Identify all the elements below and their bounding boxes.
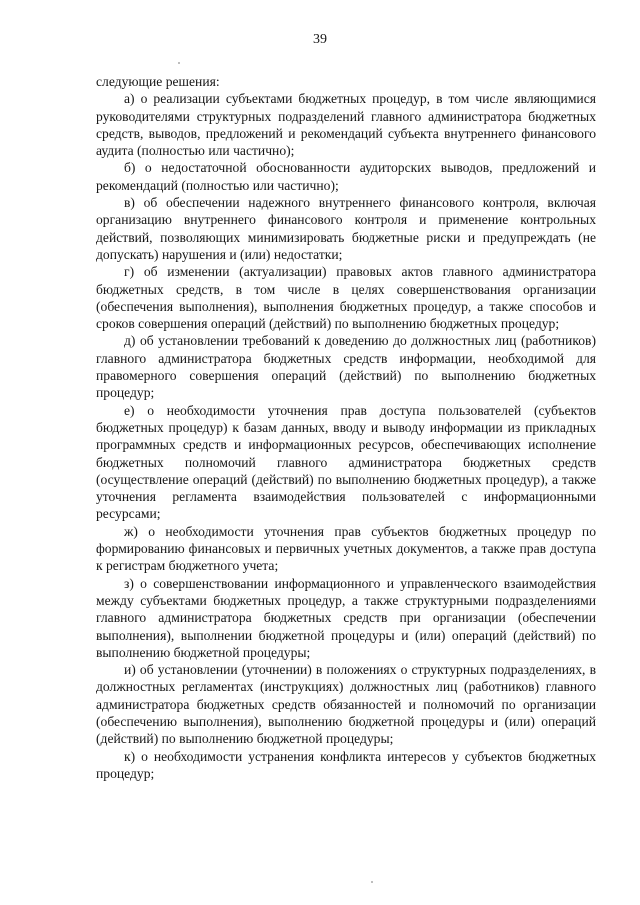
page-number: 39 [313,32,327,47]
paragraph-item-i: и) об установлении (уточнении) в положениях о структурных подразделениях, в должностных регламентах (инструкциях) должностных лиц (работников) главного администратора бюджетных средств обязанностей и полномочий по организации (обеспечению выполнения), выполнению бюджетной процедуры и (или) операций (действий) по выполнению бюджетной процедуры; [96,662,596,747]
paragraph-item-b: б) о недостаточной обоснованности аудиторских выводов, предложений и рекомендаций (полностью или частично); [96,160,596,193]
scan-speck [371,881,373,883]
paragraph-item-z: з) о совершенствовании информационного и управленческого взаимодействия между субъектами бюджетных процедур, а также структурными подразделениями главного администратора бюджетных средств при организации (обеспечении выполнения), выполнении бюджетной процедуры и (или) операций (действий) по выполнению бюджетной процедуры; [96,575,596,660]
paragraph-item-g: г) об изменении (актуализации) правовых актов главного администратора бюджетных средств, в том числе в целях совершенствования организации (обеспечения выполнения), выполнения бюджетных процедур, а также способов и сроков совершения операций (действий) по выполнению бюджетных процедур; [96,264,596,332]
paragraph-intro: следующие решения: [96,74,220,89]
body-text [96,73,596,782]
paragraph-item-e: е) о необходимости уточнения прав доступа пользователей (субъектов бюджетных процедур) к базам данных, вводу и выводу информации из прикладных программных средств и информационных ресурсов, обеспечивающих исполнение бюджетных полномочий главного администратора бюджетных средств (осуществление операций (действий) по выполнению бюджетных процедур), а также уточнения регламента взаимодействия пользователей с информационными ресурсами; [96,402,596,522]
paragraph-item-zh: ж) о необходимости уточнения прав субъектов бюджетных процедур по формированию финансовых и первичных учетных документов, а также прав доступа к регистрам бюджетного учета; [96,523,596,574]
scan-speck [178,62,180,64]
paragraph-item-v: в) об обеспечении надежного внутреннего финансового контроля, включая организацию внутреннего финансового контроля и применение контрольных действий, позволяющих минимизировать бюджетные риски и предупреждать (не допускать) нарушения и (или) недостатки; [96,195,596,262]
paragraph-item-d: д) об установлении требований к доведению до должностных лиц (работников) главного администратора бюджетных средств информации, необходимой для правомерного совершения операций (действий) по выполнению бюджетных процедур; [96,333,596,401]
paragraph-item-a: а) о реализации субъектами бюджетных процедур, в том числе являющимися руководителями структурных подразделений главного администратора бюджетных средств, выводов, предложений и рекомендаций субъекта внутреннего финансового аудита (полностью или частично); [96,91,596,159]
paragraph-item-k: к) о необходимости устранения конфликта интересов у субъектов бюджетных процедур; [96,748,596,781]
scan-speck [414,424,416,426]
